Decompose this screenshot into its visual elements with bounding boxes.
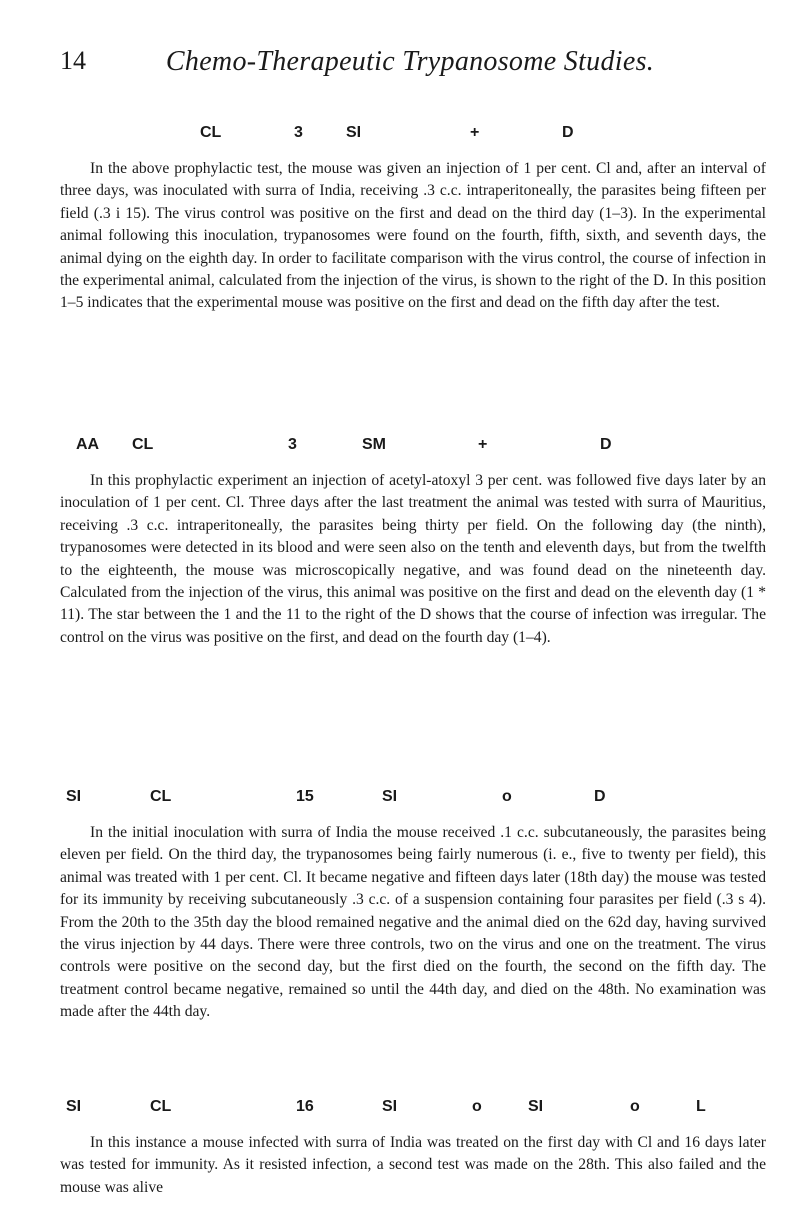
formula-symbol: o	[472, 1098, 482, 1115]
formula-symbol: o	[630, 1098, 640, 1115]
formula-symbol: 16	[296, 1098, 314, 1115]
formula-symbol: L	[696, 1098, 706, 1115]
formula-symbol: CL	[200, 124, 222, 141]
formula-symbol: SI	[382, 788, 398, 805]
formula-symbol: 3	[288, 436, 297, 453]
page-number: 14	[60, 46, 86, 75]
formula-line-2	[60, 430, 760, 464]
formula-symbol: SI	[528, 1098, 544, 1115]
formula-symbol: D	[600, 436, 612, 453]
formula-symbol: o	[502, 788, 512, 805]
formula-symbol: SI	[346, 124, 362, 141]
formula-symbol: SI	[66, 1098, 82, 1115]
formula-line-3	[60, 782, 760, 816]
formula-symbol: 15	[296, 788, 314, 805]
paragraph-2: In this prophylactic experiment an injection of acetyl-atoxyl 3 per cent. was followed five days later by an inoculation of 1 per cent. Cl. Three days after the last treatment the animal was tested with surra of Mauritius, receiving .3 c.c. intraperitoneally, the parasites being thirty per field. On the following day (the ninth), trypanosomes were detected in its blood and were seen also on the tenth and eleventh days, but from the twelfth to the eighteenth, the mouse was microscopically negative, and was found dead on the nineteenth day. Calculated from the injection of the virus, this animal was positive on the first and dead on the eleventh day (1 * 11). The star between the 1 and the 11 to the right of the D shows that the course of infection was irregular. The control on the virus was positive on the first, and dead on the fourth day (1–4).	[60, 472, 766, 646]
formula-symbol: D	[594, 788, 606, 805]
formula-symbol: D	[562, 124, 574, 141]
paragraph-3: In the initial inoculation with surra of India the mouse received .1 c.c. subcutaneously, the parasites being eleven per field. On the third day, the trypanosomes being fairly numerous (i. e., five to twenty per field), this animal was treated with 1 per cent. Cl. It became negative and fifteen days later (18th day) the mouse was tested for its immunity by receiving subcutaneously .3 c.c. of a suspension containing four parasites per field (.3 s 4). From the 20th to the 35th day the blood remained negative and the animal died on the 62d day, having survived the virus injection by 44 days. There were three controls, two on the virus and one on the treatment. The virus controls were positive on the second day, but the first died on the fourth, the second on the fifth day. The treatment control became negative, remained so until the 44th day, and died on the 48th. No examination was made after the 44th day.	[60, 824, 766, 1021]
formula-line-1	[60, 118, 760, 152]
formula-symbol: +	[470, 124, 480, 141]
formula-symbol: SI	[66, 788, 82, 805]
formula-symbol: SM	[362, 436, 386, 453]
formula-symbol: CL	[132, 436, 154, 453]
formula-symbol: CL	[150, 788, 172, 805]
formula-symbol: 3	[294, 124, 303, 141]
formula-line-4	[60, 1092, 760, 1126]
formula-symbol: AA	[76, 436, 100, 453]
page-header	[60, 40, 760, 80]
formula-symbol: +	[478, 436, 488, 453]
running-title: Chemo-Therapeutic Trypanosome Studies.	[165, 46, 655, 77]
formula-symbol: CL	[150, 1098, 172, 1115]
formula-symbol: SI	[382, 1098, 398, 1115]
paragraph-4: In this instance a mouse infected with surra of India was treated on the first day with Cl and 16 days later was tested for immunity. As it resisted infection, a second test was made on the 28th. This also failed and the mouse was alive	[60, 1134, 766, 1196]
paragraph-1: In the above prophylactic test, the mouse was given an injection of 1 per cent. Cl and, after an interval of three days, was inoculated with surra of India, receiving .3 c.c. intraperitoneally, the parasites being fifteen per field (.3 i 15). The virus control was positive on the first and dead on the third day (1–3). In the experimental animal following this inoculation, trypanosomes were found on the fourth, fifth, sixth, and seventh days, the animal dying on the eighth day. In order to facilitate comparison with the virus control, the course of infection in the experimental animal, calculated from the injection of the virus, is shown to the right of the D. In this position 1–5 indicates that the experimental mouse was positive on the first and dead on the fifth day after the test.	[60, 160, 766, 312]
